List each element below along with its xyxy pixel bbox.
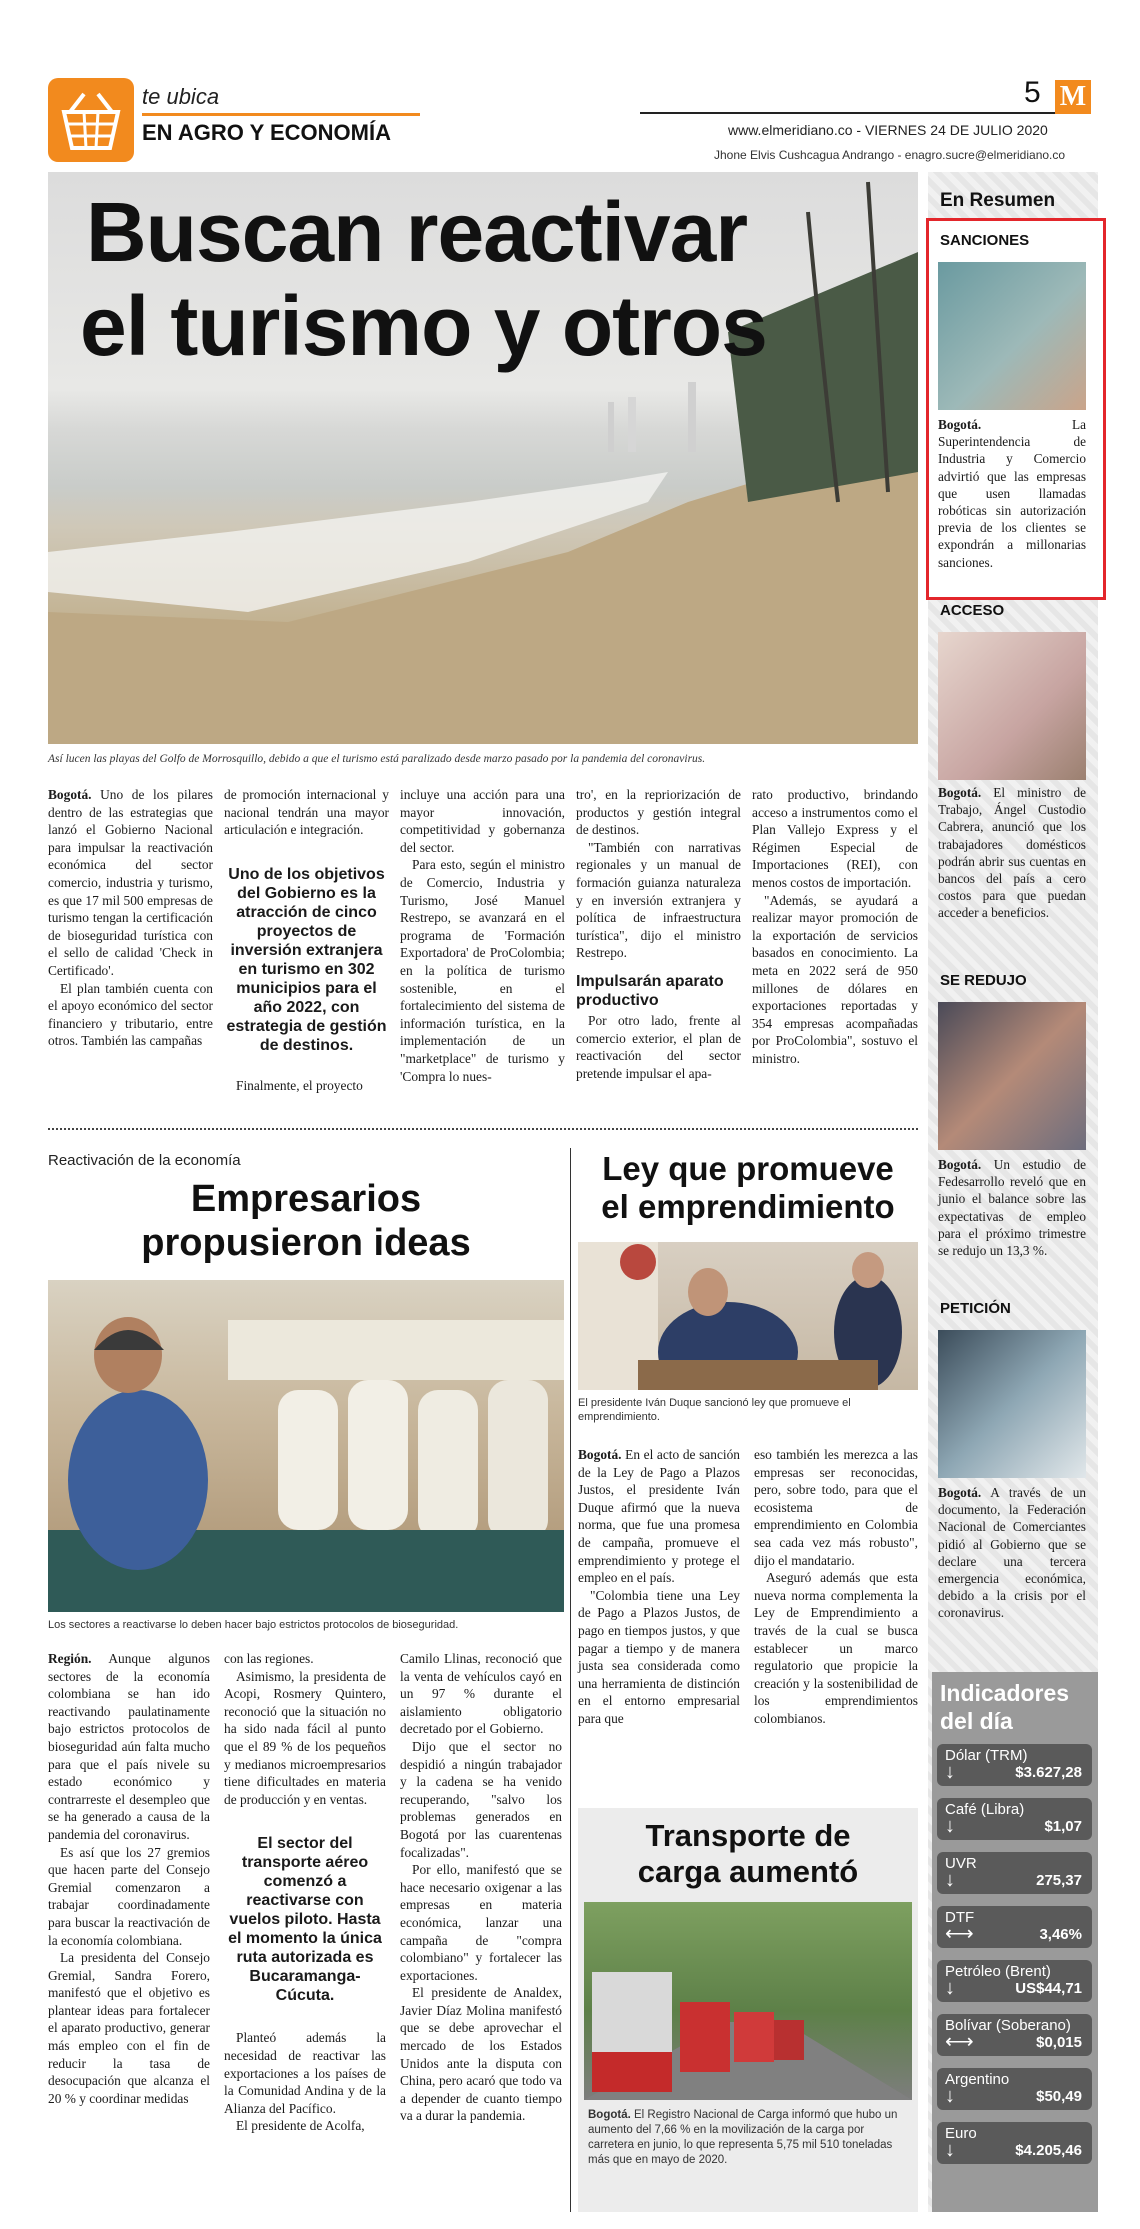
- pull-quote: Uno de los objetivos del Gobierno es la atracción de cinco proyectos de inversión extranjera en turismo en 302 municipios para el año 2022, con estrategia de gestión de destinos.: [226, 865, 387, 1054]
- arrow-horizontal-icon: ⟷: [945, 1923, 974, 1945]
- section-rule: [142, 113, 420, 116]
- empresarios-column-3: [400, 1650, 562, 2125]
- body-text: En el acto de sanción de la Ley de Pago a Plazos Justos, el presidente Iván Duque afirmó que la nueva norma, que fue una promesa de campaña, promueve el emprendimiento y protege el empleo en el país.: [578, 1447, 740, 1586]
- indicator-label: Dólar (TRM): [945, 1747, 1028, 1764]
- indicator-value: $50,49: [1036, 2088, 1082, 2105]
- sidebar-item-text: [938, 1156, 1086, 1259]
- trucks-photo: [584, 1902, 912, 2100]
- body-text: incluye una acción para una mayor innovación, competitividad y gobernanza del sector.: [400, 787, 565, 855]
- body-text: La presidenta del Consejo Gremial, Sandra Forero, manifestó que el objetivo es plantear ideas para fortalecer el aparato productivo, generar más empleo con el fin de reducir la tasa de desocupación que alcanza el 20 % y coordinar medidas: [48, 1950, 210, 2106]
- pull-quote: El sector del transporte aéreo comenzó a reactivarse con vuelos piloto. Hasta el momento la única ruta autorizada es Bucaramanga-Cúcuta.: [228, 1835, 382, 2005]
- indicators-title-2: del día: [940, 1708, 1013, 1734]
- sidebar-item-head: SE REDUJO: [940, 972, 1027, 989]
- signing-illustration: [578, 1242, 918, 1390]
- body-text: Para esto, según el ministro de Comercio, Industria y Turismo, José Manuel Restrepo, se avanzará en el programa de 'Formación Exportadora' de ProColombia; en la política de turismo sostenible, en el fortalecimiento del sistema de información turística, en la implementación de un "marketplace" de turismo y 'Compra lo nues-: [400, 857, 565, 1084]
- indicator-value: 3,46%: [1039, 1926, 1082, 1943]
- dateline: Bogotá.: [588, 2109, 631, 2121]
- page-number: 5: [1024, 76, 1041, 109]
- main-photo-caption: Así lucen las playas del Golfo de Morrosquillo, debido a que el turismo está paralizado desde marzo pasado por la pandemia del coronavirus.: [48, 753, 706, 765]
- ley-column-1: [578, 1446, 740, 1728]
- duque-photo: [578, 1242, 918, 1390]
- transporte-title-1: Transporte de: [645, 1818, 851, 1853]
- body-text: eso también les merezca a las empresas ser reconocidas, pero, sobre todo, para que el ecosistema de emprendimiento en Colombia sea cada vez más robusto", dijo el mandatario.: [754, 1447, 918, 1568]
- body-text: La Superintendencia de Industria y Comercio advirtió que las empresas que usen llamadas robóticas sin autorización previa de los clientes se expondrán a millonarias sanciones.: [938, 417, 1086, 570]
- dateline: Bogotá.: [938, 1157, 982, 1172]
- arrow-down-icon: ↓: [945, 2085, 955, 2107]
- factory-caption: Los sectores a reactivarse lo deben hacer bajo estrictos protocolos de bioseguridad.: [48, 1619, 459, 1631]
- trucks-illustration: [584, 1902, 912, 2100]
- indicator-value: $4.205,46: [1015, 2142, 1082, 2159]
- body-text: Dijo que el sector no despidió a ningún trabajador y la cadena se ha venido recuperando, "salvo los problemas generados en Bogotá por las cuarentenas focalizadas".: [400, 1738, 562, 1860]
- main-column-2: [224, 786, 389, 1094]
- sidebar-item-head: SANCIONES: [940, 232, 1030, 249]
- empresarios-column-2: [224, 1650, 386, 2135]
- indicator-row: [937, 1960, 1092, 2002]
- body-text: de promoción internacional y nacional tendrán una mayor articulación e integración.: [224, 787, 389, 838]
- body-text: Planteó además la necesidad de reactivar las exportaciones a los países de la Comunidad Andina y de la Alianza del Pacífico.: [224, 2030, 386, 2116]
- ley-title-1: Ley que promueve: [602, 1150, 894, 1187]
- arrow-horizontal-icon: ⟷: [945, 2031, 974, 2053]
- indicator-row: [937, 1906, 1092, 1948]
- main-headline-line-1: Buscan reactivar: [86, 185, 748, 279]
- sidebar-photo-crowd: [938, 1002, 1086, 1150]
- factory-illustration: [48, 1280, 564, 1612]
- sidebar-item-head: ACCESO: [940, 602, 1005, 619]
- duque-caption: El presidente Iván Duque sancionó ley que promueve el emprendimiento.: [578, 1397, 851, 1423]
- basket-icon: [48, 78, 134, 162]
- sidebar-item-text: [938, 784, 1086, 922]
- sidebar-title: En Resumen: [940, 190, 1056, 211]
- sidebar-item-text: [938, 1484, 1086, 1622]
- sidebar-item-head: PETICIÓN: [940, 1300, 1011, 1317]
- indicator-value: $0,015: [1036, 2034, 1082, 2051]
- section-label-small: te ubica: [142, 84, 220, 109]
- body-text: El presidente de Acolfa,: [236, 2118, 365, 2134]
- body-text: Es así que los 27 gremios que hacen parte del Consejo Gremial comenzaron a trabajar coordinadamente para buscar la reactivación de la economía colombiana.: [48, 1844, 210, 1948]
- arrow-down-icon: ↓: [945, 1869, 955, 1891]
- section-divider: [48, 1128, 918, 1130]
- indicator-label: UVR: [945, 1855, 977, 1872]
- dateline: Bogotá.: [938, 785, 982, 800]
- main-column-5: [752, 786, 918, 1068]
- indicator-row: [937, 1744, 1092, 1786]
- body-text: "Colombia tiene una Ley de Pago a Plazos Justos, de pago en tiempos justos, y que pagar a tiempo y de manera justa sea considerada como una herramienta de distinción en el entorno empresarial para que: [578, 1587, 740, 1726]
- byline: Jhone Elvis Cushcagua Andrango - enagro.sucre@elmeridiano.co: [714, 148, 1066, 162]
- main-column-3: [400, 786, 565, 1085]
- brand-logo: [1055, 80, 1091, 114]
- main-headline-line-2: el turismo y otros: [80, 279, 767, 373]
- ley-column-2: [754, 1446, 918, 1728]
- kicker: Reactivación de la economía: [48, 1152, 241, 1169]
- empresarios-column-1: [48, 1650, 210, 2107]
- subhead: Impulsarán aparato productivo: [576, 972, 724, 1009]
- body-text: "Además, se ayudará a realizar mayor promoción de la exportación de servicios basados en conocimiento. La meta en 2022 será de 950 millones de dólares en exportaciones reportadas y 354 empresas acompañadas por ProColombia", sostuvo el ministro.: [752, 892, 918, 1066]
- empresarios-title-2: propusieron ideas: [141, 1222, 471, 1264]
- arrow-down-icon: ↓: [945, 2139, 955, 2161]
- sidebar-photo-phone: [938, 262, 1086, 410]
- body-text: El presidente de Analdex, Javier Díaz Molina manifestó que se debe aprovechar el mercado de los Estados Unidos ante la disputa con China, pero acaró que todo va a depender de cuanto tiempo va a durar la pandemia.: [400, 1985, 562, 2124]
- dateline: Región.: [48, 1651, 92, 1666]
- header-rule: [640, 112, 1090, 114]
- dateline: Bogotá.: [938, 417, 982, 432]
- body-text: A través de un documento, la Federación Nacional de Comerciantes pidió al Gobierno que se declare una tercera emergencia económica, debido a la crisis por el coronavirus.: [938, 1485, 1086, 1621]
- body-text: "También con narrativas regionales y un manual de formación guianza naturaleza y en inversión extranjera y política de infraestructura turística", dijo el ministro Restrepo.: [576, 839, 741, 961]
- indicator-row: [937, 2014, 1092, 2056]
- indicator-value: $3.627,28: [1015, 1764, 1082, 1781]
- body-text: Finalmente, el proyecto: [236, 1077, 363, 1093]
- body-text: Asimismo, la presidenta de Acopi, Rosmery Quintero, reconoció que la situación no ha sido nada fácil al punto que el 89 % de los pequeños y medianos microempresarios tiene dificultades en materia de producción y en ventas.: [224, 1668, 386, 1807]
- indicator-value: $1,07: [1044, 1818, 1082, 1835]
- section-logo: [48, 78, 134, 162]
- dateline: Bogotá.: [48, 787, 92, 802]
- body-text: tro', en la repriorización de productos y gestión integral de destinos.: [576, 787, 741, 838]
- indicator-label: Café (Libra): [945, 1801, 1025, 1818]
- indicator-label: Argentino: [945, 2071, 1010, 2088]
- sidebar-photo-bank: [938, 632, 1086, 780]
- indicator-row: [937, 1798, 1092, 1840]
- brand-logo-letter: M: [1059, 81, 1087, 112]
- body-text: Un estudio de Fedesarrollo reveló que en junio el balance sobre las expectativas de empleo para el próximo trimestre se redujo un 13,3 %.: [938, 1157, 1086, 1259]
- indicator-label: Bolívar (Soberano): [945, 2017, 1071, 2034]
- ley-title-2: el emprendimiento: [601, 1188, 895, 1225]
- body-text: Por ello, manifestó que se hace necesario oxigenar a las empresas en materia económica, lanzar una campaña de "compra colombiano" y fortalecer las exportaciones.: [400, 1862, 562, 1983]
- body-text: rato productivo, brindando acceso a instrumentos como el Plan Vallejo Express y el Régimen Especial de Importaciones (REI), con menos costos de importación.: [752, 787, 918, 890]
- body-text: Por otro lado, frente al comercio exterior, el plan de reactivación del sector pretende impulsar el apa-: [576, 1012, 741, 1081]
- arrow-down-icon: ↓: [945, 1815, 955, 1837]
- body-text: El plan también cuenta con el apoyo económico del sector financiero y tributario, entre otros. También las campañas: [48, 980, 213, 1049]
- caption-text: El Registro Nacional de Carga informó que hubo un aumento del 7,66 % en la movilización de la carga por carretera en junio, lo que representa 5,75 mil 510 toneladas más que en mayo de 2020.: [588, 2109, 898, 2166]
- indicator-row: [937, 2068, 1092, 2110]
- indicator-value: 275,37: [1036, 1872, 1082, 1889]
- empresarios-title-1: Empresarios: [190, 1178, 422, 1220]
- indicator-label: Petróleo (Brent): [945, 1963, 1051, 1980]
- indicator-label: Euro: [945, 2125, 977, 2142]
- sidebar-photo-money: [938, 1330, 1086, 1478]
- trucks-caption: [588, 2108, 910, 2168]
- indicator-label: DTF: [945, 1909, 975, 1926]
- section-label-big: EN AGRO Y ECONOMÍA: [142, 120, 391, 145]
- factory-photo: [48, 1280, 564, 1612]
- sidebar-item-text: [938, 416, 1086, 571]
- transporte-title-2: carga aumentó: [637, 1854, 859, 1889]
- arrow-down-icon: ↓: [945, 1761, 955, 1783]
- indicator-row: [937, 2122, 1092, 2164]
- body-text: Camilo Llinas, reconoció que la venta de vehículos cayó en un 97 % durante el aislamiento obligatorio decretado por el Gobierno.: [400, 1651, 562, 1737]
- body-text: con las regiones.: [224, 1651, 314, 1666]
- body-text: Uno de los pilares dentro de las estrategias que lanzó el Gobierno Nacional para impulsar la reactivación económica del sector comercio, industria y turismo, es que 17 mil 500 empresas de turismo tengan la certificación de bioseguridad turística con el sello de calidad 'Check in Certificado'.: [48, 787, 213, 978]
- main-column-1: [48, 786, 213, 1050]
- arrow-down-icon: ↓: [945, 1977, 955, 1999]
- body-text: El ministro de Trabajo, Ángel Custodio Cabrera, anunció que los trabajadores domésticos podrán abrir sus cuentas en bancos del país a cero costos para que puedan acceder a beneficios.: [938, 785, 1086, 921]
- indicator-value: US$44,71: [1015, 1980, 1082, 1997]
- column-divider: [570, 1148, 571, 2212]
- indicators-title-1: Indicadores: [940, 1680, 1070, 1706]
- body-text: Aseguró además que esta nueva norma complementa la Ley de Emprendimiento a través de la cual se busca establecer un marco regulatorio que propicie la creación y la sostenibilidad de los emprendimientos colombianos.: [754, 1570, 918, 1726]
- body-text: Aunque algunos sectores de la economía colombiana se han ido reactivando paulatinamente bajo estrictos protocolos de bioseguridad aún falta mucho para que el país nivele su estado económico y contrarreste el desempleo que se ha generado a causa de la pandemia del coronavirus.: [48, 1651, 211, 1842]
- main-column-4: [576, 786, 741, 1082]
- dateline: Bogotá.: [578, 1447, 622, 1462]
- dateline: Bogotá.: [938, 1485, 982, 1500]
- indicator-row: [937, 1852, 1092, 1894]
- site-date: www.elmeridiano.co - VIERNES 24 DE JULIO 2020: [728, 122, 1048, 138]
